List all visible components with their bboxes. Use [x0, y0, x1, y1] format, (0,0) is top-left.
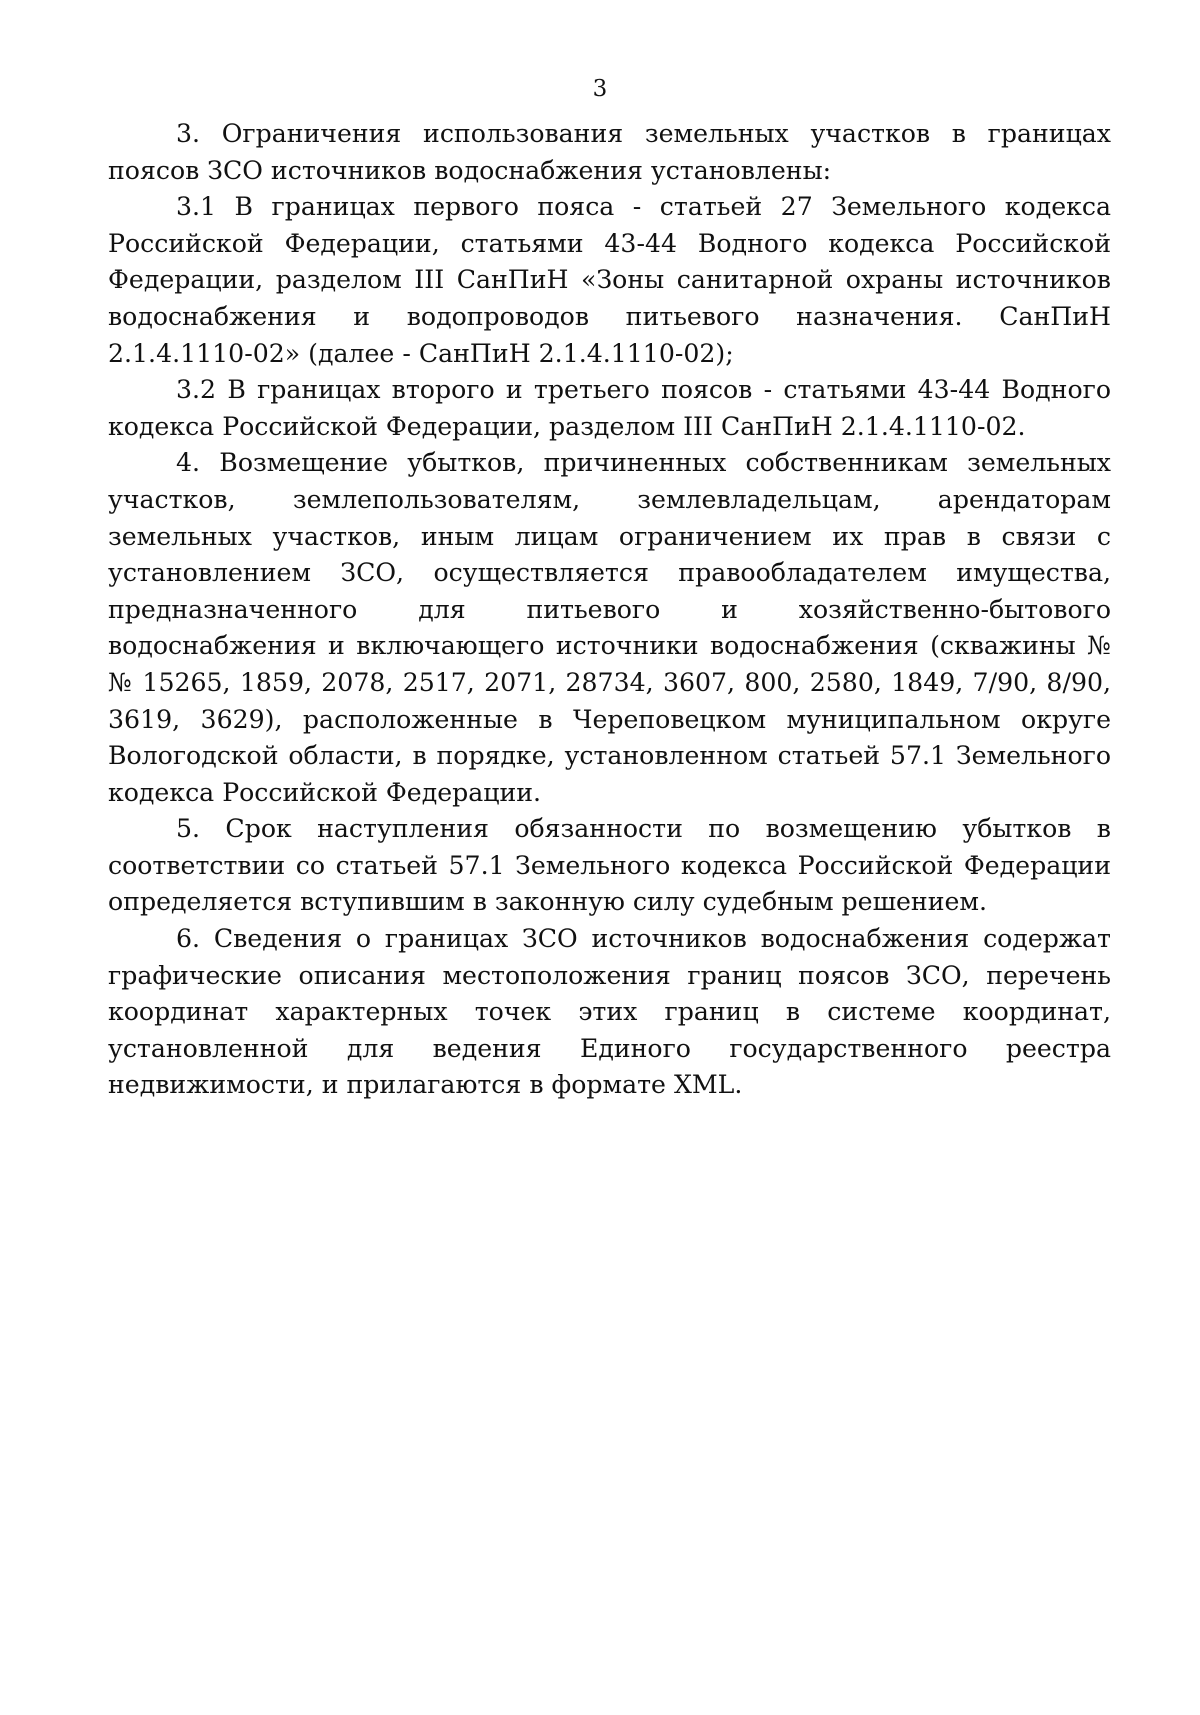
paragraph-4: 4. Возмещение убытков, причиненных собственникам земельных участков, землепользователям, землевладельцам, арендаторам земельных участков, иным лицам ограничением их прав в связи с установлением ЗСО, осуществляется правообладателем имущества, предназначенного для питьевого и хозяйственно-бытового водоснабжения и включающего источники водоснабжения (скважины №№ 15265, 1859, 2078, 2517, 2071, 28734, 3607, 800, 2580, 1849, 7/90, 8/90, 3619, 3629), расположенные в Череповецком муниципальном округе Вологодской области, в порядке, установленном статьей 57.1 Земельного кодекса Российской Федерации.	[108, 448, 1111, 807]
paragraph-5: 5. Срок наступления обязанности по возмещению убытков в соответствии со статьей 57.1 Земельного кодекса Российской Федерации определяется вступившим в законную силу судебным решением.	[108, 814, 1111, 917]
page-number: 3	[592, 76, 608, 102]
paragraph-6: 6. Сведения о границах ЗСО источников водоснабжения содержат графические описания местоположения границ поясов ЗСО, перечень координат характерных точек этих границ в системе координат, установленной для ведения Единого государственного реестра недвижимости, и прилагаются в формате XML.	[108, 924, 1111, 1100]
document-body	[108, 116, 1111, 1104]
paragraph-3: 3. Ограничения использования земельных участков в границах поясов ЗСО источников водоснабжения установлены:	[108, 119, 1111, 185]
paragraph-3-2: 3.2 В границах второго и третьего поясов - статьями 43-44 Водного кодекса Российской Федерации, разделом III СанПиН 2.1.4.1110-02.	[108, 375, 1111, 441]
paragraph-3-1: 3.1 В границах первого пояса - статьей 27 Земельного кодекса Российской Федерации, статьями 43-44 Водного кодекса Российской Федерации, разделом III СанПиН «Зоны санитарной охраны источников водоснабжения и водопроводов питьевого назначения. СанПиН 2.1.4.1110-02» (далее - СанПиН 2.1.4.1110-02);	[108, 192, 1111, 368]
